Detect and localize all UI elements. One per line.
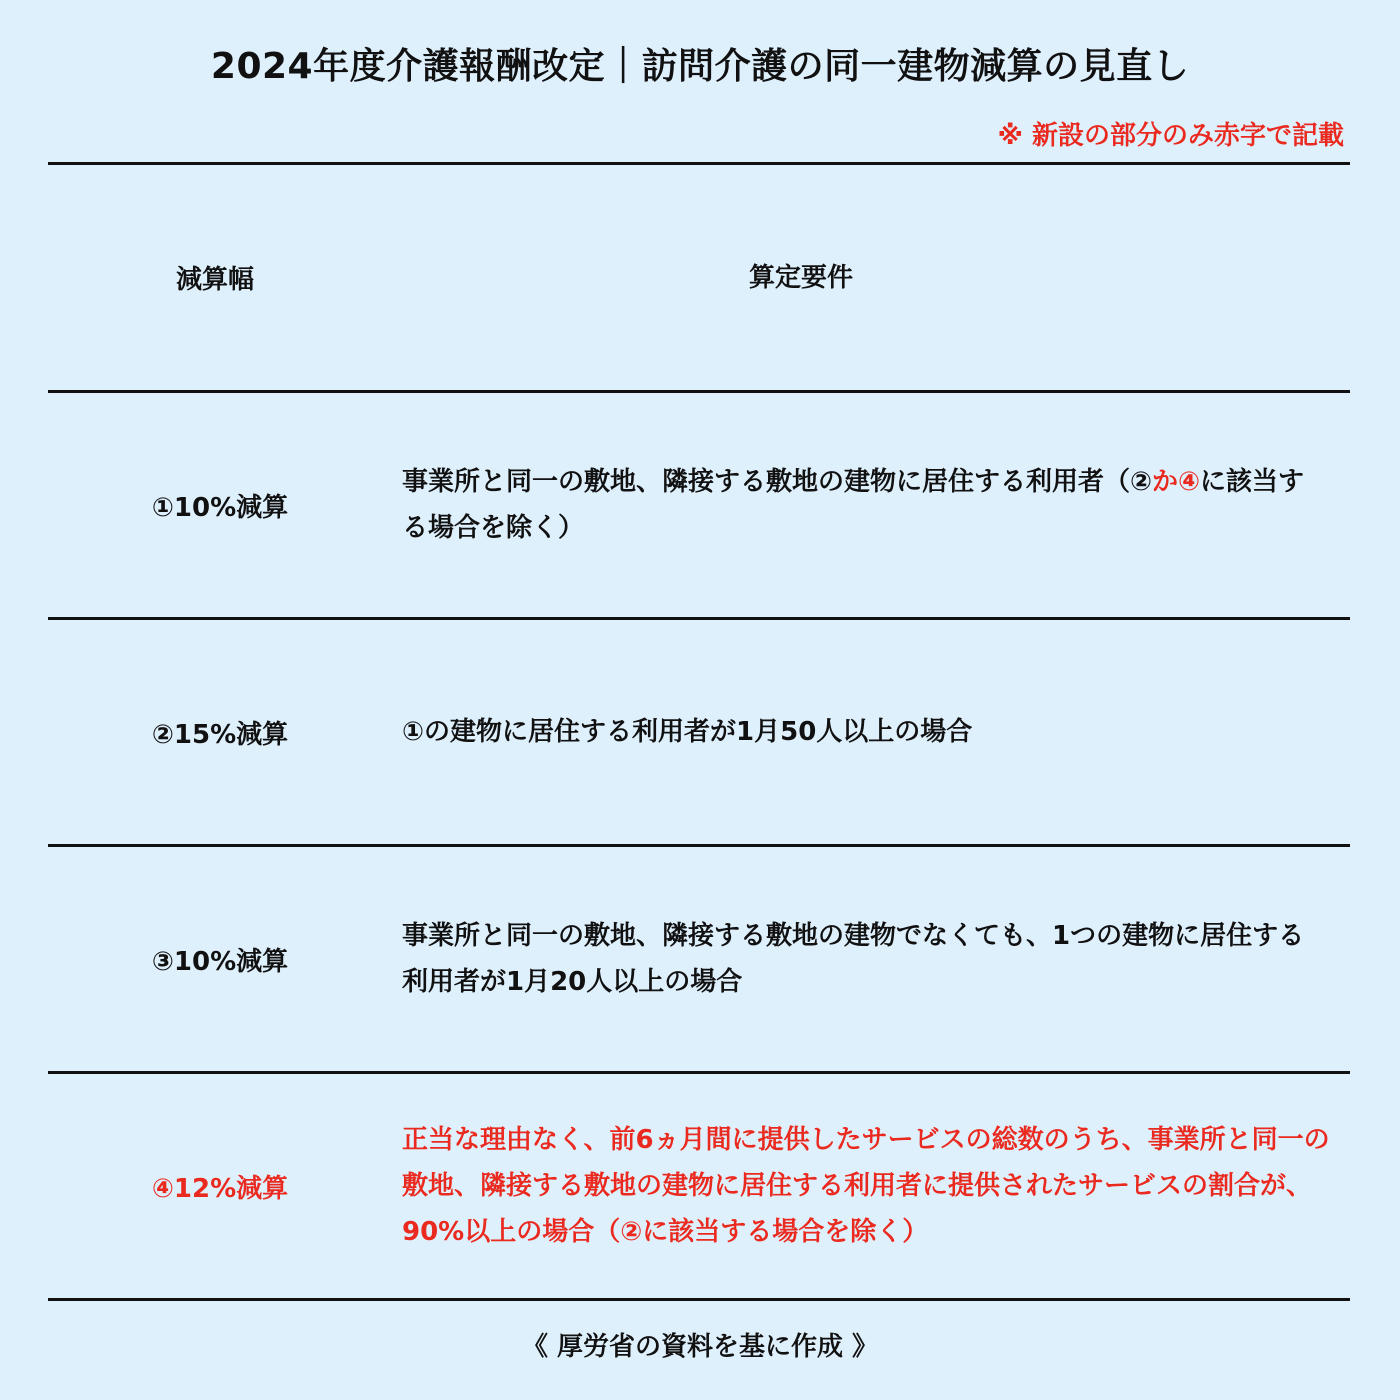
table-header-row — [48, 165, 1350, 393]
requirement-text-part: 事業所と同一の敷地、隣接する敷地の建物に居住する利用者（② — [402, 467, 1153, 497]
source-credit: 《 厚労省の資料を基に作成 》 — [521, 1332, 879, 1362]
reduction-amount: ②15%減算 — [151, 719, 289, 750]
reduction-amount: ③10%減算 — [151, 946, 289, 977]
header-requirement: 算定要件 — [748, 262, 853, 293]
red-text-note: ※ 新設の部分のみ赤字で記載 — [997, 121, 1344, 151]
table-row — [48, 847, 1350, 1074]
reduction-amount: ④12%減算 — [151, 1173, 289, 1204]
reduction-amount: ①10%減算 — [151, 492, 289, 523]
requirement-text: ①の建物に居住する利用者が1月50人以上の場合 — [402, 717, 973, 747]
requirement-text — [392, 459, 1350, 551]
table-row — [48, 620, 1350, 847]
page-title: 2024年度介護報酬改定｜訪問介護の同一建物減算の見直し — [210, 46, 1190, 87]
table-row-new — [48, 1074, 1350, 1301]
requirement-text: 正当な理由なく、前6ヵ月間に提供したサービスの総数のうち、事業所と同一の敷地、隣接する敷地の建物に居住する利用者に提供されたサービスの割合が、90%以上の場合（②に該当する場合を除く） — [402, 1125, 1330, 1247]
new-requirement-text-part: か④ — [1152, 467, 1201, 497]
requirement-text-part: に該当する場合を除く） — [402, 467, 1305, 543]
table-row — [48, 393, 1350, 620]
requirement-text: 事業所と同一の敷地、隣接する敷地の建物でなくても、1つの建物に居住する利用者が1月20人以上の場合 — [402, 921, 1305, 997]
reduction-table — [48, 162, 1350, 1301]
header-reduction-amount: 減算幅 — [176, 265, 255, 295]
